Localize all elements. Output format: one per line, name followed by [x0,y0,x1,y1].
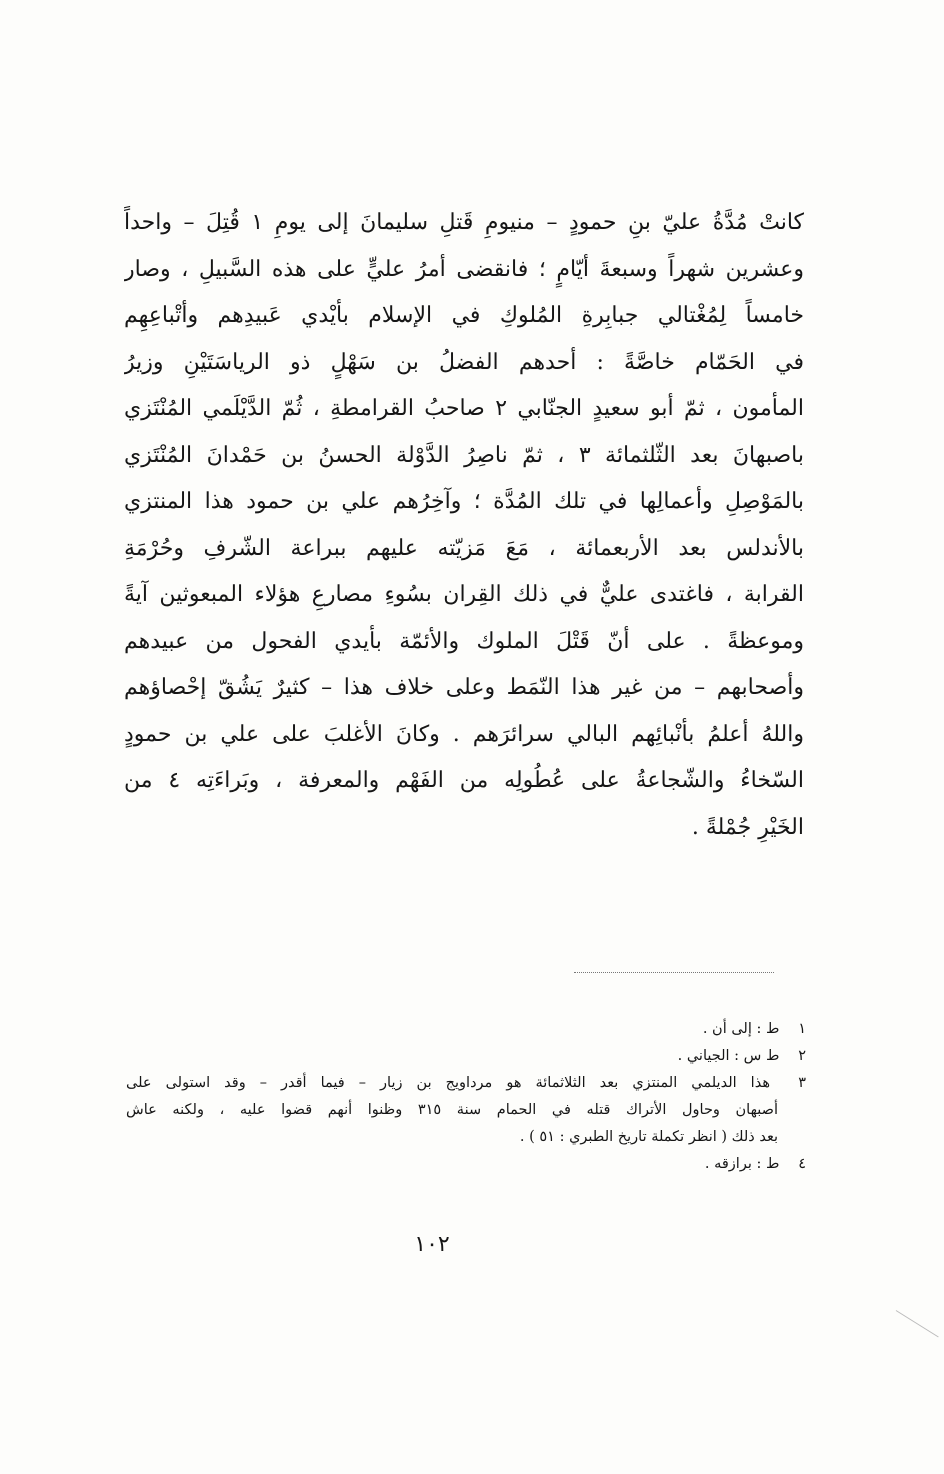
scan-edge-mark [896,1310,939,1337]
footnote-3-continued: أصبهان وحاول الأتراك قتله في الحمام سنة ٣١٥ وظنوا أنهم قضوا عليه ، ولكنه عاش [126,1102,778,1118]
text-line: السّخاءُ والشّجاعةُ على عُطُولِه من الفَهْم والمعرفة ، وبَراءَتِه ٤ من [124,768,804,793]
footnote-3-continued: بعد ذلك ( انظر تكملة تاريخ الطبري : ٥١ ) . [519,1129,778,1145]
footnote-1 [126,1016,806,1043]
text-line: وموعظةً . على أنّ قَتْلَ الملوك والأئمّة بأيدي الفحول من عبيدهم [124,628,804,654]
footnote-number: ٤ [798,1156,806,1172]
text-line: باصبهانَ بعد الثّلثمائة ٣ ، ثمّ ناصِرُ الدَّوْلة الحسنُ بن حَمْدانَ المُنْتَزي [124,442,804,468]
text-line: الخَيْرِ جُمْلةً . [691,814,804,840]
text-line: وعشرين شهراً وسبعةَ أيّامٍ ؛ فانقضى أمرُ عليٍّ على هذه السَّبيلِ ، وصار [124,256,804,282]
text-line: في الحَمّام خاصَّةً : أحدهم الفضلُ بن سَهْلٍ ذو الرياسَتَيْنِ وزيرُ [124,349,804,375]
text-line: المأمون ، ثمّ أبو سعيدٍ الجنّابي ٢ صاحبُ القرامطةِ ، ثُمّ الدَّيْلَمي المُنْتَزي [124,396,804,421]
page-number: ١٠٢ [414,1232,450,1257]
footnote-separator [574,972,774,973]
main-text [124,200,804,851]
footnote-number: ٣ [798,1075,806,1091]
footnote-text: هذا الديلمي المنتزي بعد الثلاثمائة هو مرداويج بن زيار – فيما أقدر – وقد استولى على [126,1075,770,1091]
footnote-2 [126,1043,806,1070]
text-line: خامساً لِمُغْتالي جبابِرةِ المُلوكِ في الإسلام بأيْدي عَبيدِهم وأتْباعِهِم [124,303,804,328]
footnote-number: ١ [798,1021,806,1037]
footnote-4 [126,1151,806,1178]
footnote-text: ط س : الجياني . [677,1048,780,1064]
text-line: وأصحابهم – من غير هذا النّمَط وعلى خلاف هذا – كثيرٌ يَشُقّ إحْصاؤهم [124,675,804,700]
footnote-text: ط : برازقه . [704,1156,780,1172]
text-line: بالأندلس بعد الأربعمائة ، مَعَ مَزيّته عليهم ببراعة الشّرفِ وحُرْمَةِ [124,535,804,561]
footnote-text: ط : إلى أن . [702,1021,780,1037]
text-line: القرابة ، فاغتدى عليٌّ في ذلك القِران بسُوءِ مصارعِ هؤلاء المبعوثين آيةً [124,582,804,607]
footnote-number: ٢ [798,1048,806,1064]
text-line: واللهُ أعلمُ بأنْبائِهم البالي سرائرَهم . وكانَ الأغلبَ على علي بن حمودٍ [124,721,804,747]
footnotes [126,1016,806,1178]
footnote-3 [126,1070,806,1097]
text-line: بالمَوْصِلِ وأعمالِها في تلك المُدَّة ؛ وآخِرُهم علي بن حمود هذا المنتزي [124,489,804,514]
text-line: كانتْ مُدَّةُ عليّ بنِ حمودٍ – منيومِ قَتلِ سليمانَ إلى يومِ ١ قُتِلَ – واحداً [124,210,804,235]
